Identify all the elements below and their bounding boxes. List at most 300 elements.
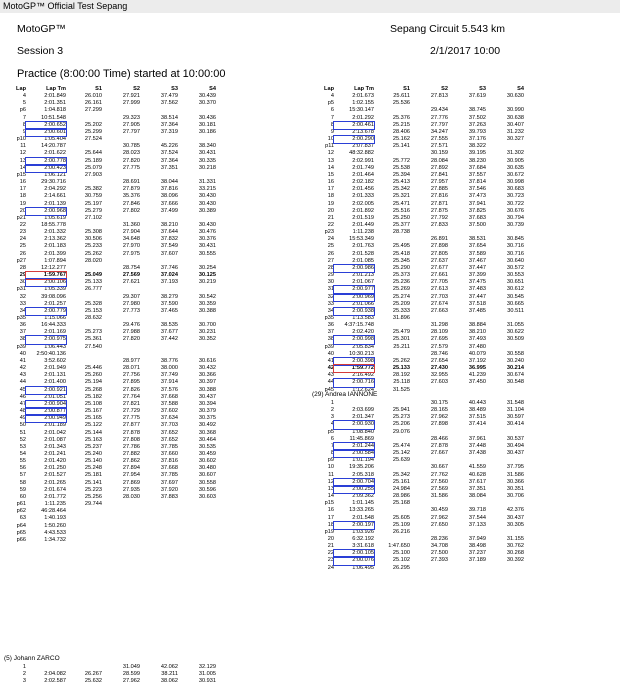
lap-row: [310, 457, 524, 464]
sector-2: 27.776: [430, 114, 448, 121]
sector-1: 25.394: [392, 171, 410, 178]
sector-2: [102, 530, 140, 537]
sector-2: 27.962: [430, 414, 448, 421]
sector-1: 25.153: [84, 307, 102, 314]
sector-3: 36.995: [468, 365, 486, 372]
lap-time: 2:01.131: [44, 372, 66, 379]
sector-2: 27.904: [122, 229, 140, 236]
sector-2: 34.708: [430, 543, 448, 550]
sector-2: 27.905: [122, 121, 140, 128]
sector-4: 30.464: [198, 436, 216, 443]
sector-4: 31.548: [506, 400, 524, 406]
lap-time: 2:01.292: [352, 114, 374, 121]
sector-3: 37.364: [160, 157, 178, 164]
lap-number: 7: [330, 114, 334, 121]
lap-number: p6: [19, 107, 26, 114]
sector-4: 30.181: [198, 121, 216, 128]
sector-3: 37.448: [468, 442, 486, 449]
lap-row: [310, 322, 524, 329]
lap-row: [2, 243, 216, 250]
sector-2: 27.571: [430, 143, 448, 150]
lap-number: p23: [324, 229, 334, 236]
lap-time: 2:01.257: [44, 300, 66, 307]
lap-number: 24: [327, 564, 334, 571]
sector-4: 30.635: [506, 164, 524, 171]
column-header: S4: [209, 86, 216, 92]
lap-row: [2, 444, 216, 451]
sector-4: 30.430: [198, 200, 216, 207]
lap-time: 1:05.404: [44, 136, 66, 143]
lap-row: [310, 129, 524, 136]
lap-time: 2:02.420: [352, 329, 374, 336]
sector-4: 30.722: [506, 200, 524, 207]
lap-row: [310, 150, 524, 157]
sector-4: 30.480: [198, 465, 216, 472]
lap-time: 18:55.778: [41, 221, 66, 228]
sector-4: 30.630: [506, 93, 524, 100]
sector-4: 30.548: [506, 379, 524, 386]
lap-number: 42: [327, 365, 334, 372]
sector-2: 30.459: [430, 507, 448, 514]
lap-row: [2, 315, 216, 322]
lap-number: 25: [19, 243, 26, 250]
lap-row: [310, 414, 524, 421]
sector-3: 37.192: [468, 357, 486, 364]
lap-time: 10:51.548: [41, 114, 66, 121]
lap-time: 2:00.290: [334, 136, 374, 143]
sector-4: 30.638: [506, 114, 524, 121]
column-header: Lap: [16, 86, 26, 92]
sector-2: 27.882: [122, 450, 140, 457]
sector-4: [178, 508, 216, 515]
sector-2: 31.586: [430, 493, 448, 500]
lap-number: 33: [19, 300, 26, 307]
rider-name-right: (29) Andrea IANNONE: [312, 391, 378, 398]
sector-3: 38.531: [468, 236, 486, 243]
sector-1: 25.471: [392, 200, 410, 207]
sector-4: 30.555: [198, 250, 216, 257]
lap-number: 21: [327, 543, 334, 550]
session-date: 2/1/2017 10:00: [430, 45, 501, 57]
sector-2: 27.654: [430, 357, 448, 364]
lap-number: 45: [19, 386, 26, 393]
sector-2: 27.703: [430, 293, 448, 300]
sector-1: 25.140: [84, 458, 102, 465]
sector-4: 30.535: [198, 443, 216, 450]
sector-4: 30.622: [506, 329, 524, 336]
lap-time: 1:11.235: [44, 501, 66, 508]
sector-1: 25.321: [392, 193, 410, 200]
lap-time: 2:01.343: [44, 443, 66, 450]
sector-4: 30.794: [506, 214, 524, 221]
sector-1: 25.211: [393, 343, 410, 350]
sector-1: 25.236: [392, 279, 410, 286]
sector-1: 25.108: [84, 400, 102, 407]
column-header: S2: [133, 86, 140, 92]
sector-3: 37.351: [468, 485, 486, 492]
sector-3: [448, 565, 486, 572]
lap-row: [310, 464, 524, 471]
lap-row: [310, 379, 524, 386]
sector-3: 37.654: [468, 243, 486, 250]
lap-time: 2:00.938: [334, 308, 374, 315]
column-header: S3: [479, 86, 486, 92]
lap-number: 36: [327, 322, 334, 329]
sector-3: 37.825: [468, 207, 486, 214]
lap-number: 59: [19, 486, 26, 493]
sector-3: 37.524: [160, 150, 178, 157]
lap-time: 2:00.398: [334, 358, 374, 365]
lap-time: 2:01.139: [44, 200, 66, 207]
lap-row: [310, 100, 524, 107]
sector-1: 27.102: [84, 214, 102, 221]
sector-2: 29.476: [122, 322, 140, 329]
sector-3: 39.793: [468, 128, 486, 135]
lap-row: [2, 322, 216, 329]
sector-2: 27.885: [430, 186, 448, 193]
sector-2: 27.813: [430, 93, 448, 100]
lap-row: [310, 421, 524, 428]
lap-number: 6: [330, 435, 334, 442]
lap-number: 32: [327, 293, 334, 300]
sector-1: 25.100: [392, 550, 410, 557]
sector-1: 25.345: [392, 257, 410, 264]
lap-row: [310, 229, 524, 236]
rider-name-left: (5) Johann ZARCO: [4, 655, 60, 662]
sector-3: 38.884: [468, 322, 486, 329]
lap-time: 1:05.339: [44, 286, 66, 293]
sector-4: 30.545: [506, 293, 524, 300]
sector-3: 37.697: [160, 479, 178, 486]
sector-3: 37.607: [160, 250, 178, 257]
lap-time: 1:12.624: [352, 386, 374, 393]
lap-time: 2:03.699: [352, 407, 374, 414]
sector-4: 30.905: [506, 157, 524, 164]
sector-4: 30.542: [198, 293, 216, 300]
lap-number: 16: [327, 507, 334, 514]
lap-time: 1:11.238: [352, 229, 374, 236]
lap-number: 22: [19, 221, 26, 228]
sector-1: 27.524: [84, 136, 102, 143]
lap-time: 2:02.991: [352, 157, 374, 164]
sector-1: 25.181: [84, 472, 102, 479]
sector-3: 37.949: [468, 535, 486, 542]
sector-1: [66, 179, 102, 186]
lap-time: 2:00.778: [26, 158, 66, 165]
sector-4: 30.597: [506, 414, 524, 421]
lap-number: 23: [19, 229, 26, 236]
sector-3: [140, 286, 178, 293]
sector-3: 37.544: [468, 514, 486, 521]
sector-1: 25.273: [392, 414, 410, 421]
sector-2: 27.895: [122, 379, 140, 386]
lap-time: 2:01.244: [334, 443, 374, 450]
sector-1: 25.262: [392, 357, 410, 364]
sector-4: 31.155: [506, 535, 524, 542]
sector-1: [66, 351, 102, 358]
lap-row: [310, 286, 524, 293]
sector-3: [140, 107, 178, 114]
lap-number: 54: [19, 450, 26, 457]
sector-3: 37.660: [160, 450, 178, 457]
sector-2: 28.691: [122, 179, 140, 186]
sector-1: [374, 322, 410, 329]
lap-time: 12:12.277: [41, 264, 66, 271]
lap-time: 15:30.147: [349, 107, 374, 114]
sector-2: 27.667: [430, 450, 448, 457]
sector-1: [66, 530, 102, 537]
sector-3: 37.749: [160, 372, 178, 379]
sector-3: 37.549: [160, 243, 178, 250]
lap-number: 12: [327, 150, 334, 157]
sector-2: 28.236: [430, 535, 448, 542]
sector-1: 25.161: [392, 478, 410, 485]
sector-1: 25.342: [392, 471, 410, 478]
sector-4: 30.476: [198, 229, 216, 236]
lap-time: 2:01.332: [44, 229, 66, 236]
sector-2: 27.569: [122, 272, 140, 279]
sector-3: 37.193: [160, 279, 178, 286]
lap-number: 18: [327, 193, 334, 200]
sector-2: [102, 344, 140, 351]
sector-2: 30.667: [430, 464, 448, 471]
sector-3: 37.634: [160, 415, 178, 422]
lap-time: 1:02.155: [352, 100, 374, 107]
sector-4: 30.375: [198, 415, 216, 422]
sector-3: 37.588: [160, 400, 178, 407]
sector-1: 25.373: [392, 272, 410, 279]
lap-row: [2, 329, 216, 336]
sector-2: 27.663: [430, 307, 448, 314]
lap-time: 1:01.194: [352, 457, 374, 464]
lap-number: 21: [327, 214, 334, 221]
circuit-name: Sepang Circuit 5.543 km: [390, 23, 505, 35]
lap-row: [2, 458, 216, 465]
sector-1: 26.216: [392, 528, 410, 535]
sector-3: 37.499: [160, 207, 178, 214]
sector-4: 30.397: [198, 379, 216, 386]
lap-time: 2:00.601: [26, 129, 66, 136]
lap-number: p66: [16, 536, 26, 543]
lap-time: 2:00.076: [334, 557, 374, 564]
sector-1: 28.406: [392, 128, 410, 135]
sector-3: 37.816: [160, 186, 178, 193]
sector-3: 37.666: [160, 200, 178, 207]
sector-3: 37.473: [468, 193, 486, 200]
sector-1: 25.079: [84, 164, 102, 171]
sector-3: [448, 457, 486, 464]
lap-number: 11: [20, 143, 26, 150]
sector-3: 37.785: [160, 443, 178, 450]
sector-4: 30.125: [198, 272, 216, 279]
column-header: Lap Tm: [46, 86, 66, 92]
sector-4: 30.739: [506, 221, 524, 228]
sector-3: 37.483: [468, 286, 486, 293]
sector-4: 30.602: [198, 458, 216, 465]
lap-number: p35: [16, 315, 26, 321]
lap-number: 16: [327, 179, 334, 186]
sector-1: [66, 537, 102, 544]
column-header: S2: [441, 86, 448, 92]
lap-number: 4: [330, 421, 334, 428]
sector-4: 30.762: [506, 543, 524, 550]
sector-4: 31.104: [506, 407, 524, 414]
sector-2: 27.878: [122, 429, 140, 436]
sector-3: 38.230: [468, 157, 486, 164]
lap-row: [310, 358, 524, 365]
sector-1: [374, 436, 410, 443]
sector-1: 26.777: [84, 286, 102, 293]
sector-1: 25.168: [392, 500, 410, 507]
sector-2: 27.775: [122, 164, 140, 171]
sector-2: 27.894: [122, 465, 140, 472]
sector-3: 37.475: [468, 279, 486, 286]
lap-time: 1:07.894: [44, 257, 66, 264]
lap-time: 2:00.105: [334, 550, 374, 557]
sector-1: 26.267: [84, 671, 102, 678]
sector-2: 27.975: [122, 250, 140, 257]
sector-1: 27.903: [84, 171, 102, 178]
sector-1: 25.605: [392, 514, 410, 521]
lap-number: 28: [19, 264, 26, 271]
lap-time: 2:02.587: [44, 678, 66, 685]
sector-4: [178, 172, 216, 179]
lap-time: 2:01.265: [44, 479, 66, 486]
lap-time: 2:01.548: [352, 514, 374, 521]
lap-row: [2, 336, 216, 343]
lap-number: 25: [327, 243, 334, 250]
lap-number: 26: [327, 250, 334, 257]
lap-number: 2: [22, 671, 26, 678]
sector-4: 30.437: [506, 514, 524, 521]
lap-number: 27: [327, 257, 334, 264]
sector-1: 25.516: [392, 207, 410, 214]
lap-row: [2, 430, 216, 437]
sector-3: 37.399: [468, 272, 486, 279]
sector-4: 30.231: [198, 329, 216, 336]
sector-2: 28.754: [122, 264, 140, 271]
lap-time: 2:00.968: [26, 208, 66, 215]
lap-number: 33: [327, 300, 334, 307]
sector-2: 28.071: [122, 365, 140, 372]
sector-2: 34.247: [430, 128, 448, 135]
lap-number: 11: [328, 471, 334, 478]
sector-4: 30.459: [198, 450, 216, 457]
lap-row: [310, 543, 524, 550]
lap-row: [310, 536, 524, 543]
lap-row: [310, 308, 524, 315]
lap-time: 2:01.527: [44, 472, 66, 479]
lap-time: 2:00.904: [26, 401, 66, 408]
sector-4: [486, 565, 524, 572]
lap-time: 11:45.869: [349, 435, 374, 442]
sector-1: 25.418: [392, 250, 410, 257]
lap-number: p10: [16, 136, 26, 143]
lap-row: [2, 150, 216, 157]
sector-2: 28.165: [430, 407, 448, 414]
sector-4: [486, 429, 524, 436]
sector-2: 28.030: [122, 493, 140, 500]
sector-3: 37.668: [160, 465, 178, 472]
sector-2: 30.159: [430, 150, 448, 157]
sector-1: 25.538: [392, 164, 410, 171]
sector-4: 30.651: [506, 279, 524, 286]
sector-2: 28.977: [122, 357, 140, 364]
sector-4: [178, 515, 216, 522]
sector-2: [102, 315, 140, 322]
lap-row: [310, 179, 524, 186]
lap-row: [2, 379, 216, 386]
lap-row: [2, 122, 216, 129]
sector-1: 29.744: [84, 501, 102, 508]
lap-time: 15:53.349: [349, 236, 374, 243]
sector-1: [66, 265, 102, 272]
sector-1: 25.274: [392, 293, 410, 300]
sector-4: 30.706: [506, 493, 524, 500]
sector-3: [140, 215, 178, 222]
sector-3: 37.024: [160, 272, 178, 279]
sector-2: 28.023: [122, 150, 140, 157]
sector-2: 27.877: [122, 422, 140, 429]
lap-number: 51: [19, 429, 26, 436]
lap-row: [2, 265, 216, 272]
sector-4: 30.439: [198, 93, 216, 100]
sector-4: 30.431: [198, 243, 216, 250]
sector-4: [178, 258, 216, 265]
sector-1: 25.250: [392, 214, 410, 221]
lap-row: [2, 186, 216, 193]
lap-number: 12: [327, 478, 334, 485]
lap-number: 1: [22, 664, 26, 670]
lap-number: 17: [19, 186, 26, 193]
sector-4: 31.331: [198, 179, 216, 186]
sector-1: 25.141: [84, 479, 102, 486]
sector-1: 25.279: [84, 207, 102, 214]
sector-3: 37.920: [160, 486, 178, 493]
lap-number: p45: [324, 386, 334, 393]
lap-time: 2:00.704: [334, 479, 374, 486]
sector-4: 30.509: [506, 336, 524, 343]
lap-time: 2:01.347: [352, 414, 374, 421]
sector-3: 38.211: [161, 671, 178, 678]
lap-time: 2:01.241: [44, 450, 66, 457]
lap-row: [2, 129, 216, 136]
lap-time: 1:59.767: [26, 272, 66, 279]
sector-2: 27.898: [430, 421, 448, 428]
sector-3: 37.351: [160, 164, 178, 171]
series-name: MotoGP™: [17, 23, 67, 35]
sector-4: 38.340: [198, 143, 216, 150]
lap-number: 34: [327, 307, 334, 314]
sector-3: 37.450: [468, 379, 486, 386]
sector-4: 30.494: [506, 442, 524, 449]
lap-row: [2, 165, 216, 172]
sector-3: 37.500: [468, 221, 486, 228]
sector-1: 25.479: [392, 329, 410, 336]
sector-4: [486, 500, 524, 507]
lap-number: 29: [19, 272, 26, 279]
lap-time: 2:00.975: [26, 336, 66, 343]
sector-2: [102, 501, 140, 508]
sector-2: 27.879: [122, 186, 140, 193]
sector-1: 25.215: [392, 121, 410, 128]
lap-time: 1:06.495: [352, 564, 374, 571]
lap-number: 37: [19, 329, 26, 336]
sector-2: 27.878: [430, 442, 448, 449]
lap-time: 2:01.763: [352, 243, 374, 250]
sector-2: 29.307: [122, 293, 140, 300]
sector-2: [102, 537, 140, 544]
